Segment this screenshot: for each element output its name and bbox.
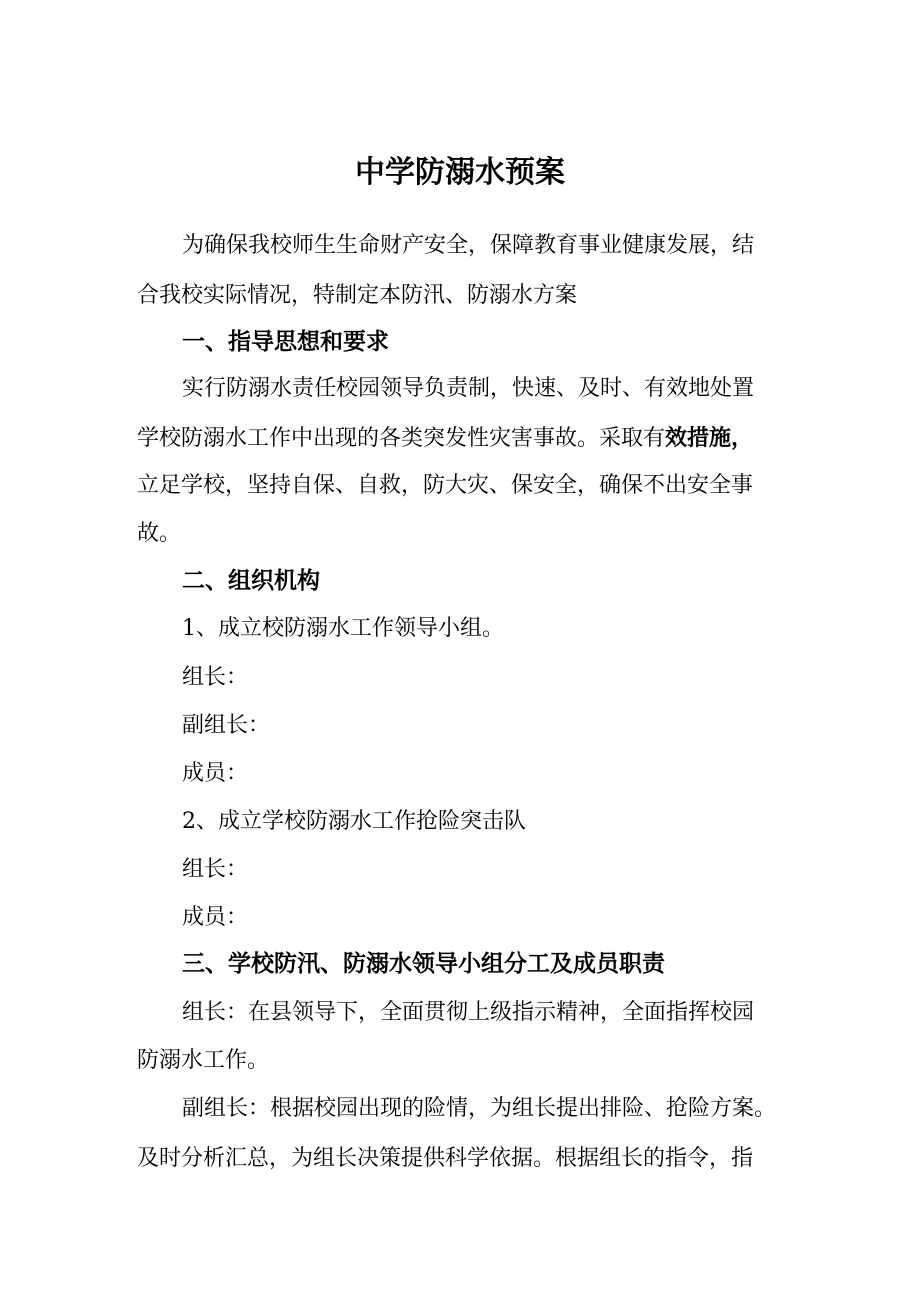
section-2-item-2: 2、成立学校防溺水工作抢险突击队 bbox=[182, 809, 526, 834]
section-2-item-1-leader: 组长： bbox=[182, 665, 249, 690]
section-2-item-2-leader: 组长： bbox=[182, 857, 249, 882]
section-2-heading: 二、组织机构 bbox=[182, 568, 320, 594]
section-2-item-2-members: 成员： bbox=[182, 905, 249, 930]
section-1-line-2 bbox=[137, 424, 753, 454]
section-2-item-1: 1、成立校防溺水工作领导小组。 bbox=[182, 616, 504, 641]
section-3-deputy-line-2: 及时分析汇总，为组长决策提供科学依据。根据组长的指令，指 bbox=[137, 1146, 754, 1171]
section-1-line-4: 故。 bbox=[137, 521, 182, 546]
document-title: 中学防溺水预案 bbox=[355, 155, 565, 190]
intro-line-2: 合我校实际情况，特制定本防汛、防溺水方案 bbox=[137, 283, 578, 308]
section-1-line-2-text: 学校防溺水工作中出现的各类突发性灾害事故。采取有 bbox=[137, 426, 666, 451]
section-1-line-1: 实行防溺水责任校园领导负责制，快速、及时、有效地处置 bbox=[182, 376, 755, 401]
section-1-line-3: 立足学校，坚持自保、自救，防大灾、保安全，确保不出安全事 bbox=[137, 473, 754, 498]
section-1-line-2-bold: 效措施， bbox=[665, 426, 754, 451]
section-2-item-1-deputy: 副组长： bbox=[182, 713, 271, 738]
section-3-leader-line-1: 组长：在县领导下，全面贯彻上级指示精神，全面指挥校园 bbox=[182, 1000, 755, 1025]
section-3-deputy-line-1: 副组长：根据校园出现的险情，为组长提出排险、抢险方案。 bbox=[182, 1096, 777, 1121]
section-2-item-1-members: 成员： bbox=[182, 761, 249, 786]
section-1-heading: 一、指导思想和要求 bbox=[182, 329, 389, 355]
section-3-leader-line-2: 防溺水工作。 bbox=[137, 1048, 270, 1073]
section-3-heading: 三、学校防汛、防溺水领导小组分工及成员职责 bbox=[182, 951, 665, 977]
intro-line-1: 为确保我校师生生命财产安全，保障教育事业健康发展，结 bbox=[182, 233, 755, 258]
